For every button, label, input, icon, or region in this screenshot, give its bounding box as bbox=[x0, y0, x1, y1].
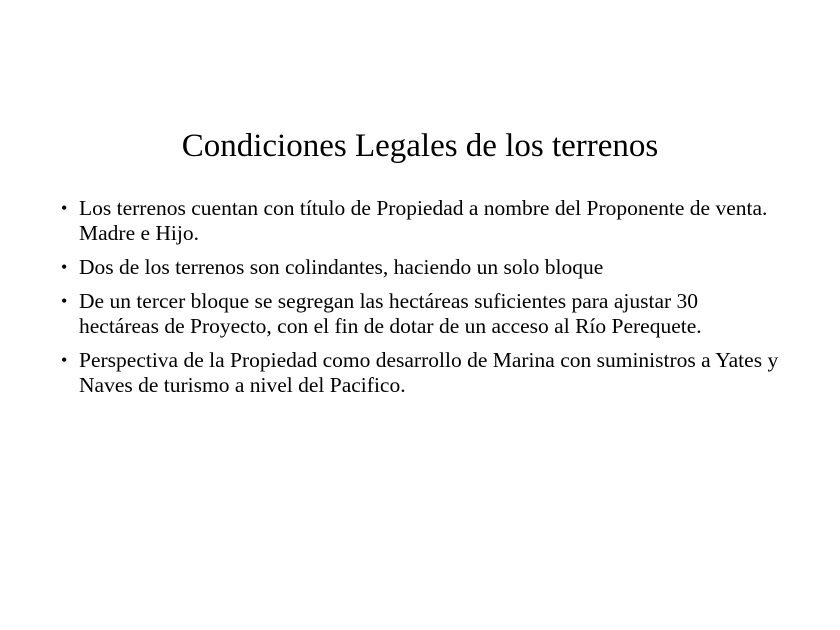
bullet-item-3 bbox=[60, 289, 780, 339]
bullet-dot-icon: • bbox=[61, 350, 68, 370]
slide-title: Condiciones Legales de los terrenos bbox=[181, 128, 659, 164]
bullet-item-4 bbox=[60, 348, 780, 398]
bullet-item-2 bbox=[60, 255, 780, 280]
bullet-text-3: De un tercer bloque se segregan las hectáreas suficientes para ajustar 30 hectáreas de Proyecto, con el fin de dotar de un acceso al Río Perequete. bbox=[79, 289, 702, 338]
bullet-list bbox=[60, 196, 780, 407]
bullet-dot-icon: • bbox=[61, 257, 68, 277]
bullet-item-1 bbox=[60, 196, 780, 246]
bullet-text-4: Perspectiva de la Propiedad como desarrollo de Marina con suministros a Yates y Naves de turismo a nivel del Pacifico. bbox=[79, 348, 779, 397]
bullet-text-2: Dos de los terrenos son colindantes, haciendo un solo bloque bbox=[79, 255, 604, 279]
bullet-text-1: Los terrenos cuentan con título de Propiedad a nombre del Proponente de venta. Madre e Hijo. bbox=[79, 196, 768, 245]
bullet-dot-icon: • bbox=[61, 198, 68, 218]
bullet-dot-icon: • bbox=[61, 291, 68, 311]
